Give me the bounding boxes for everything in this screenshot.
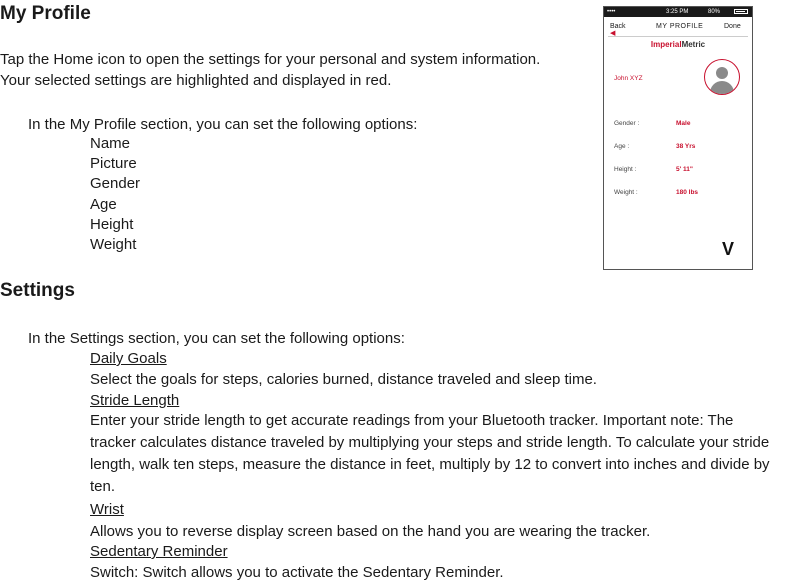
status-bar: [604, 7, 752, 17]
weight-row[interactable]: [614, 189, 699, 196]
list-item: Name: [90, 135, 131, 152]
unit-toggle[interactable]: [604, 40, 752, 49]
back-label: Back: [610, 23, 626, 30]
height-row[interactable]: [614, 166, 693, 173]
age-row[interactable]: [614, 143, 696, 150]
gender-row[interactable]: [614, 120, 691, 127]
avatar[interactable]: [704, 59, 740, 95]
profile-name[interactable]: John XYZ: [614, 75, 643, 82]
phone-screenshot: [603, 6, 753, 270]
list-item: Picture: [90, 155, 137, 173]
sedentary-reminder-title: Sedentary Reminder: [90, 543, 228, 560]
daily-goals-title: Daily Goals: [90, 350, 167, 367]
height-label: Height :: [614, 166, 637, 173]
age-value[interactable]: 38 Yrs: [676, 143, 696, 150]
settings-section-intro: In the Settings section, you can set the following options:: [28, 330, 405, 347]
battery-percent: 80%: [708, 9, 721, 15]
settings-heading: Settings: [0, 280, 75, 301]
intro-line-1: Tap the Home icon to open the settings for your personal and system information.: [0, 51, 541, 68]
brand-logo: V: [722, 239, 735, 259]
imperial-option[interactable]: Imperial: [650, 40, 682, 49]
back-arrow-icon: ◀: [610, 30, 616, 37]
list-item: Height: [90, 215, 134, 233]
weight-label: Weight :: [614, 189, 638, 196]
avatar-head-icon: [716, 67, 728, 79]
nav-bar: [604, 17, 752, 36]
age-label: Age :: [614, 143, 630, 150]
sedentary-reminder-text: Switch: Switch allows you to activate the Sedentary Reminder.: [90, 564, 504, 581]
weight-value[interactable]: 180 lbs: [676, 189, 699, 196]
my-profile-heading: My Profile: [0, 3, 91, 24]
list-item: Age: [90, 195, 117, 213]
status-time: 3:25 PM: [666, 9, 689, 15]
list-item: Gender: [90, 175, 141, 193]
stride-length-title: Stride Length: [90, 392, 180, 409]
back-button[interactable]: [610, 23, 626, 37]
intro-line-2: Your selected settings are highlighted and displayed in red.: [0, 72, 392, 89]
list-item: Weight: [90, 236, 137, 254]
wrist-title: Wrist: [90, 501, 124, 518]
avatar-body-icon: [710, 81, 734, 95]
battery-icon: [734, 9, 748, 14]
metric-option[interactable]: Metric: [681, 40, 706, 49]
stride-length-text: Enter your stride length to get accurate readings from your Bluetooth tracker. Important note: The tracker calculates distance traveled by multiplying your steps and stride length. To calculate your stride length, walk ten steps, measure the distance in feet, multiply by 12 to convert into inches and divide by ten.: [90, 412, 770, 495]
wrist-text: Allows you to reverse display screen based on the hand you are wearing the tracker.: [90, 523, 651, 540]
gender-label: Gender :: [614, 120, 640, 127]
divider: [608, 36, 748, 37]
height-value[interactable]: 5' 11": [676, 166, 693, 173]
nav-title: MY PROFILE: [656, 23, 704, 30]
profile-options-list: [90, 134, 140, 255]
daily-goals-text: Select the goals for steps, calories burned, distance traveled and sleep time.: [90, 371, 597, 388]
signal-indicator: ••••: [607, 9, 616, 15]
done-button[interactable]: Done: [724, 23, 741, 30]
profile-section-intro: In the My Profile section, you can set the following options:: [28, 116, 418, 133]
gender-value[interactable]: Male: [676, 120, 691, 127]
